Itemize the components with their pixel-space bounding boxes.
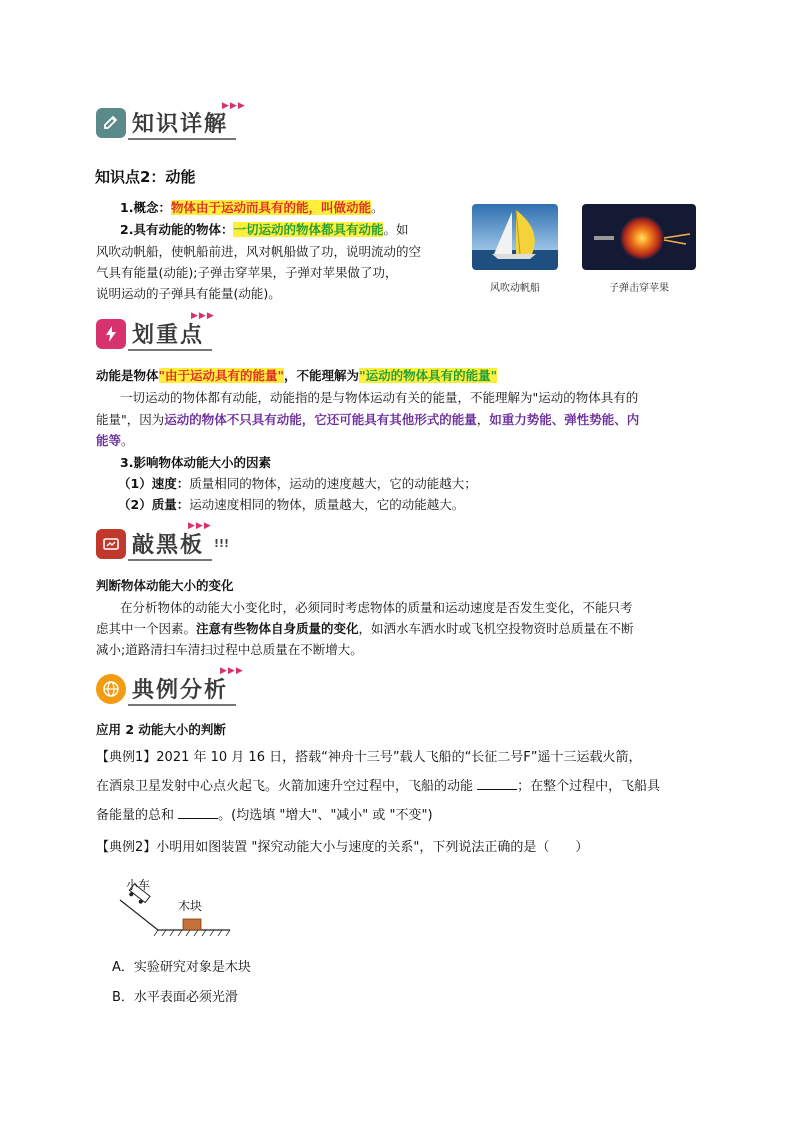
board-l2-c: ，如洒水车洒水时或飞机空投物资时总质量在不断	[358, 621, 634, 636]
arrows-icon: ▶▶▶	[191, 311, 215, 321]
has-ke-end: 。如	[383, 222, 409, 237]
board-l3: 减小;道路清扫车清扫过程中总质量在不断增大。	[96, 642, 363, 657]
board-title: 判断物体动能大小的变化	[96, 578, 234, 593]
ex1-line1: 【典例1】2021 年 10 月 16 日，搭载“神舟十三号”载人飞船的“长征二号F”遥十三运载火箭，	[96, 750, 642, 765]
board-l2-a: 虑其中一个因素。	[96, 621, 197, 636]
bullet-apple-photo	[582, 204, 696, 270]
has-ke-text: 一切运动的物体都具有动能	[233, 222, 384, 237]
board-l2	[96, 619, 634, 638]
kp2-has-ke	[120, 220, 408, 239]
factor-mass-text: 运动速度相同的物体，质量越大，它的动能越大。	[189, 497, 465, 512]
ex1-line3	[96, 806, 433, 825]
board-l1: 在分析物体的动能大小变化时，必须同时考虑物体的质量和运动速度是否发生变化，不能只考	[120, 600, 633, 615]
key-p-line2-d: 如重力势能、弹性势能、内	[489, 412, 640, 427]
key-p-line2-a: 能量"，因为	[96, 412, 165, 427]
banner-blackboard-suffix: !!!	[214, 537, 230, 550]
key-lead-b: "由于运动具有的能量"	[158, 368, 285, 383]
lightning-icon	[96, 319, 126, 349]
concept-end: 。	[370, 200, 384, 215]
factors-title: 3.影响物体动能大小的因素	[120, 455, 271, 470]
kp2-concept	[120, 198, 383, 217]
pencil-icon	[96, 108, 126, 138]
arrows-icon: ▶▶▶	[222, 101, 246, 111]
ex1-line3-a: 备能量的总和	[96, 808, 175, 823]
ex1-line2-a: 在酒泉卫星发射中心点火起飞。火箭加速升空过程中，飞船的动能	[96, 779, 474, 794]
option-a[interactable]: A．实验研究对象是木块	[112, 960, 251, 975]
app-title: 应用 2 动能大小的判断	[96, 722, 226, 737]
caption-sailboat: 风吹动帆船	[490, 283, 540, 294]
caption-bullet: 子弹击穿苹果	[609, 283, 669, 294]
factor-speed-label: （1）速度：	[118, 476, 190, 491]
banner-title-blackboard: 敲黑板	[132, 528, 204, 559]
key-p-line3	[96, 431, 134, 450]
key-p-line3-end: 。	[121, 433, 134, 448]
answer-blank-1[interactable]	[477, 777, 517, 790]
factor-mass-label: （2）质量：	[118, 497, 190, 512]
board-l2-b: 注意有些物体自身质量的变化	[196, 621, 359, 636]
kp2-body-2: 气具有能量(动能);子弹击穿苹果，子弹对苹果做了功，	[96, 265, 398, 280]
option-b[interactable]: B．水平表面必须光滑	[112, 990, 238, 1005]
key-p-line2-b: 运动的物体不只具有动能，它还可能具有其他形式的能量	[164, 412, 477, 427]
ex1-line3-b: 。(均选填 "增大"、"减小" 或 "不变")	[218, 808, 433, 823]
kp2-body-1: 风吹动帆船，使帆船前进，风对帆船做了功，说明流动的空	[96, 244, 422, 259]
factor-speed	[118, 474, 477, 493]
key-p-line1: 一切运动的物体都有动能，动能指的是与物体运动有关的能量，不能理解为"运动的物体具有的	[120, 390, 639, 405]
key-p-line3-a: 能等	[96, 433, 122, 448]
banner-examples	[96, 673, 228, 704]
answer-blank-2[interactable]	[178, 806, 218, 819]
key-lead-c: ，不能理解为	[284, 368, 360, 383]
banner-knowledge	[96, 107, 228, 138]
key-lead-a: 动能是物体	[96, 368, 159, 383]
banner-title-examples: 典例分析	[132, 673, 228, 704]
kp2-body-3: 说明运动的子弹具有能量(动能)。	[96, 286, 281, 301]
arrows-icon: ▶▶▶	[188, 521, 212, 531]
key-lead	[96, 366, 497, 385]
key-p-line2-c: ，	[476, 412, 490, 427]
key-p-line2	[96, 410, 639, 429]
fig-label-block: 木块	[178, 899, 203, 913]
board-icon	[96, 529, 126, 559]
ex1-line2	[96, 777, 660, 796]
banner-key-points	[96, 318, 204, 349]
fig-label-cart: 小车	[126, 878, 151, 892]
factor-mass	[118, 495, 464, 514]
banner-title-knowledge: 知识详解	[132, 107, 228, 138]
concept-text: 物体由于运动而具有的能，叫做动能	[170, 200, 371, 215]
kp2-title: 知识点2：动能	[95, 168, 196, 186]
sailboat-photo	[472, 204, 558, 270]
banner-blackboard	[96, 528, 229, 559]
has-ke-label: 2.具有动能的物体：	[120, 222, 234, 237]
banner-title-key-points: 划重点	[132, 318, 204, 349]
ex2-line: 【典例2】小明用如图装置 "探究动能大小与速度的关系"，下列说法正确的是（ ）	[96, 840, 589, 855]
arrows-icon: ▶▶▶	[220, 666, 244, 676]
concept-label: 1.概念：	[120, 200, 171, 215]
factor-speed-text: 质量相同的物体，运动的速度越大，它的动能越大；	[189, 476, 477, 491]
globe-icon	[96, 674, 126, 704]
key-lead-d: "运动的物体具有的能量"	[359, 368, 498, 383]
ex1-line2-b: ；在整个过程中，飞船具	[517, 779, 661, 794]
